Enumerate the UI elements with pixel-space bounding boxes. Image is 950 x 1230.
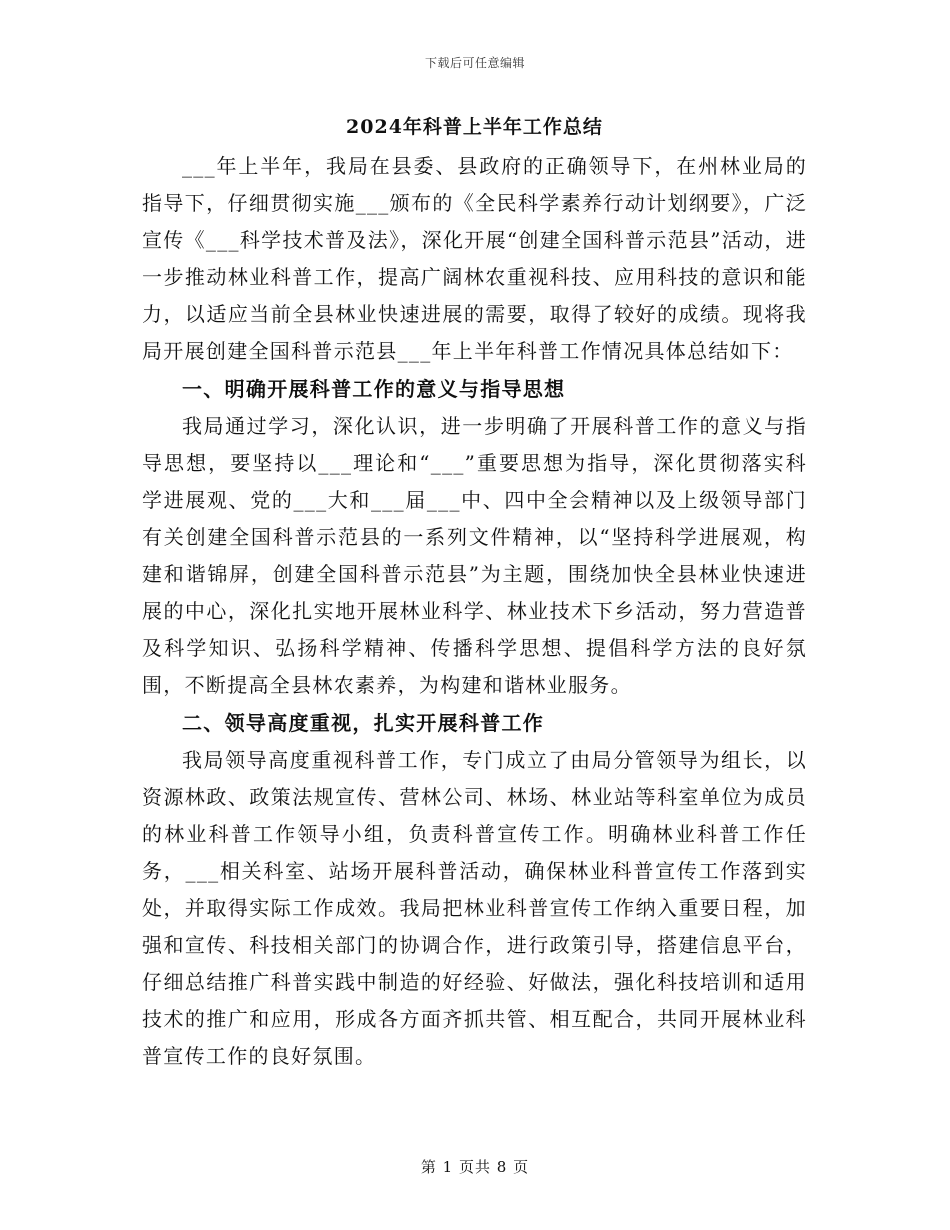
intro-paragraph: ___年上半年，我局在县委、县政府的正确领导下，在州林业局的指导下，仔细贯彻实施___颁布的《全民科学素养行动计划纲要》，广泛宣传《___科学技术普及法》，深化开展“创建全国科普示范县”活动，进一步推动林业科普工作，提高广阔林农重视科技、应用科技的意识和能力，以适应当前全县林业快速进展的需要，取得了较好的成绩。现将我局开展创建全国科普示范县___年上半年科普工作情况具体总结如下： <box>142 154 807 363</box>
page-number-footer: 第 1 页共 8 页 <box>420 1158 530 1176</box>
section-body-1: 我局通过学习，深化认识，进一步明确了开展科普工作的意义与指导思想，要坚持以___理论和“___”重要思想为指导，深化贯彻落实科学进展观、党的___大和___届___中、四中全会精神以及上级领导部门有关创建全国科普示范县的一系列文件精神，以“坚持科学进展观，构建和谐锦屏，创建全国科普示范县”为主题，围绕加快全县林业快速进展的中心，深化扎实地开展林业科学、林业技术下乡活动，努力营造普及科学知识、弘扬科学精神、传播科学思想、提倡科学方法的良好氛围，不断提高全县林农素养，为构建和谐林业服务。 <box>142 414 807 697</box>
section-heading-1: 一、明确开展科普工作的意义与指导思想 <box>182 377 566 401</box>
header-note: 下载后可任意编辑 <box>424 56 525 70</box>
document-body <box>142 110 807 1075</box>
document-title: 2024年科普上半年工作总结 <box>346 116 603 138</box>
section-body-2: 我局领导高度重视科普工作，专门成立了由局分管领导为组长，以资源林政、政策法规宣传、营林公司、林场、林业站等科室单位为成员的林业科普工作领导小组，负责科普宣传工作。明确林业科普工作任务，___相关科室、站场开展科普活动，确保林业科普宣传工作落到实处，并取得实际工作成效。我局把林业科普宣传工作纳入重要日程，加强和宣传、科技相关部门的协调合作，进行政策引导，搭建信息平台，仔细总结推广科普实践中制造的好经验、好做法，强化科技培训和适用技术的推广和应用，形成各方面齐抓共管、相互配合，共同开展林业科普宣传工作的良好氛围。 <box>142 748 807 1068</box>
section-heading-2: 二、领导高度重视，扎实开展科普工作 <box>182 711 545 735</box>
